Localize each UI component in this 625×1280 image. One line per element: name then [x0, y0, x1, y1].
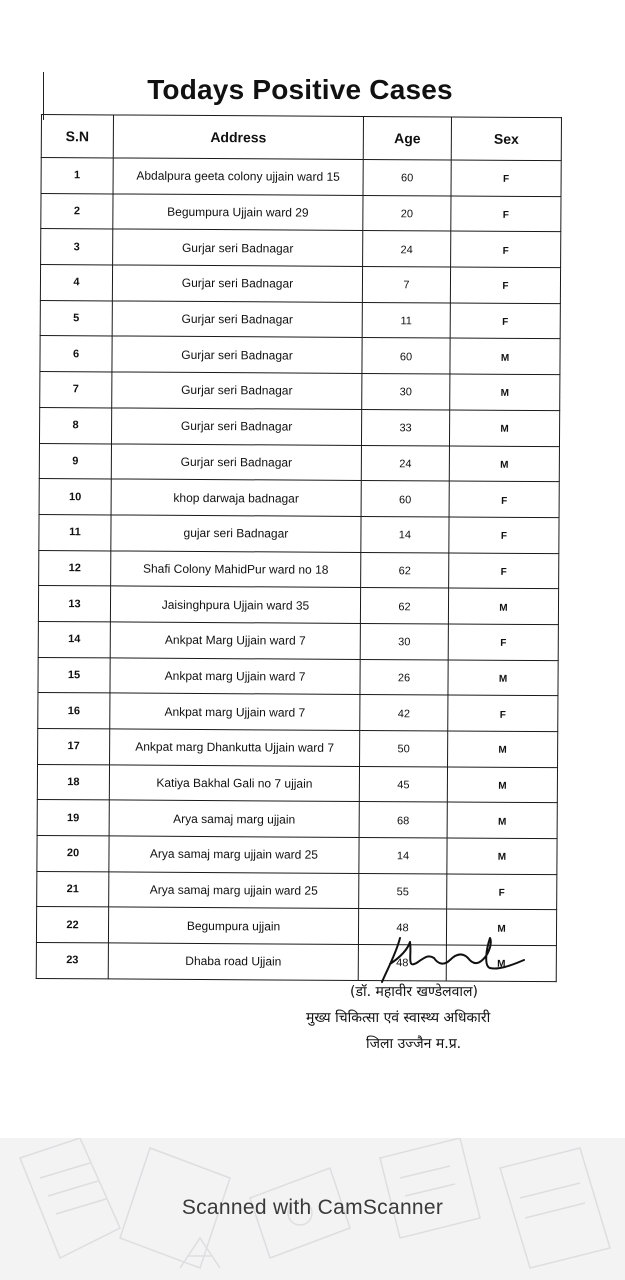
cell-age: 45 — [359, 766, 447, 802]
cell-address: Arya samaj marg ujjain ward 25 — [109, 836, 359, 873]
cell-age: 50 — [360, 730, 448, 766]
signature — [378, 936, 528, 986]
cell-sex: M — [447, 838, 557, 874]
camscanner-footer — [0, 1138, 625, 1280]
table-row — [39, 443, 559, 482]
table-row — [38, 621, 558, 660]
cell-age: 60 — [363, 159, 451, 195]
cell-age: 7 — [362, 267, 450, 303]
cell-address: gujar seri Badnagar — [111, 515, 361, 552]
cell-sex: M — [448, 588, 558, 624]
table-row — [37, 836, 557, 875]
cell-address: Gurjar seri Badnagar — [113, 229, 363, 266]
cell-address: Gurjar seri Badnagar — [111, 443, 361, 480]
cell-sex: F — [451, 160, 561, 196]
cell-sn: 22 — [36, 907, 108, 943]
cell-sex: F — [449, 553, 559, 589]
cell-sn: 13 — [38, 586, 110, 622]
cell-sex: F — [451, 231, 561, 267]
page-title: Todays Positive Cases — [147, 74, 453, 105]
table-row — [38, 693, 558, 732]
cell-sn: 12 — [39, 550, 111, 586]
signatory-name: (डॉ. महावीर खण्डेलवाल) — [350, 984, 478, 1000]
cell-address: Jaisinghpura Ujjain ward 35 — [110, 586, 360, 623]
table-row — [38, 728, 558, 767]
cell-sex: F — [451, 196, 561, 232]
cell-address: Ankpat marg Ujjain ward 7 — [110, 658, 360, 695]
cell-sn: 6 — [40, 336, 112, 372]
cell-sn: 19 — [37, 800, 109, 836]
cell-address: Katiya Bakhal Gali no 7 ujjain — [109, 765, 359, 802]
cell-sn: 14 — [38, 621, 110, 657]
column-header-age: Age — [363, 116, 451, 160]
cell-age: 24 — [363, 231, 451, 267]
cell-sex: M — [450, 338, 560, 374]
signatory-district: जिला उज्जैन म.प्र. — [366, 1036, 462, 1052]
cell-sn: 3 — [41, 229, 113, 265]
table-row — [39, 514, 559, 553]
cell-address: Ankpat marg Dhankutta Ujjain ward 7 — [110, 729, 360, 766]
cell-sex: M — [447, 767, 557, 803]
table-row — [37, 764, 557, 803]
cell-sex: F — [448, 695, 558, 731]
cell-sex: F — [449, 517, 559, 553]
cell-sn: 5 — [40, 300, 112, 336]
cell-age: 48 — [358, 909, 446, 945]
table-row — [39, 479, 559, 518]
table-row — [38, 657, 558, 696]
cell-sex: M — [447, 802, 557, 838]
cell-address: Gurjar seri Badnagar — [112, 336, 362, 373]
cell-sn: 18 — [37, 764, 109, 800]
cell-sn: 20 — [37, 836, 109, 872]
cell-age: 62 — [360, 588, 448, 624]
cell-address: Gurjar seri Badnagar — [112, 265, 362, 302]
cell-sex: M — [448, 660, 558, 696]
cell-sex: M — [446, 909, 556, 945]
cases-table — [36, 114, 562, 982]
cell-age: 55 — [359, 873, 447, 909]
cell-age: 42 — [360, 695, 448, 731]
table-row — [40, 265, 560, 304]
cell-sn: 21 — [37, 871, 109, 907]
cell-sn: 16 — [38, 693, 110, 729]
cell-sex: F — [450, 303, 560, 339]
cell-age: 33 — [361, 409, 449, 445]
cell-age: 14 — [361, 516, 449, 552]
cell-sex: M — [449, 410, 559, 446]
cell-sn: 11 — [39, 514, 111, 550]
cell-age: 24 — [361, 445, 449, 481]
cell-sn: 23 — [36, 943, 108, 979]
table-row — [41, 158, 561, 197]
cell-age: 68 — [359, 802, 447, 838]
cell-sn: 8 — [39, 407, 111, 443]
cell-age: 60 — [362, 338, 450, 374]
cell-address: Arya samaj marg ujjain — [109, 800, 359, 837]
cell-sex: M — [450, 374, 560, 410]
cell-address: Abdalpura geeta colony ujjain ward 15 — [113, 158, 363, 195]
cell-address: Begumpura Ujjain ward 29 — [113, 194, 363, 231]
cell-sn: 2 — [41, 193, 113, 229]
table-row — [41, 193, 561, 232]
cell-sn: 4 — [40, 265, 112, 301]
cell-sn: 9 — [39, 443, 111, 479]
table-row — [37, 800, 557, 839]
cell-address: Gurjar seri Badnagar — [111, 408, 361, 445]
column-header-sex: Sex — [451, 117, 561, 161]
cell-address: Ankpat marg Ujjain ward 7 — [110, 693, 360, 730]
table-row — [39, 407, 559, 446]
cell-age: 62 — [361, 552, 449, 588]
cell-address: Gurjar seri Badnagar — [112, 301, 362, 338]
column-header-address: Address — [113, 115, 363, 160]
cell-sn: 1 — [41, 158, 113, 194]
cell-address: Begumpura ujjain — [108, 907, 358, 944]
cell-sn: 10 — [39, 479, 111, 515]
table-row — [40, 300, 560, 339]
cell-sex: F — [447, 874, 557, 910]
cell-age: 48 — [358, 945, 446, 981]
cell-age: 30 — [360, 623, 448, 659]
camscanner-label: Scanned with CamScanner — [181, 1196, 444, 1219]
table-row — [37, 871, 557, 910]
table-row — [39, 550, 559, 589]
table-row — [40, 372, 560, 411]
cell-age: 20 — [363, 195, 451, 231]
cell-age: 26 — [360, 659, 448, 695]
table-header-row — [41, 115, 561, 161]
cell-age: 30 — [362, 374, 450, 410]
column-header-sn: S.N — [41, 115, 113, 158]
cell-sex: M — [449, 446, 559, 482]
table-row — [38, 586, 558, 625]
cell-age: 11 — [362, 302, 450, 338]
cell-age: 60 — [361, 481, 449, 517]
cell-sex: M — [446, 945, 556, 981]
cell-address: Shafi Colony MahidPur ward no 18 — [111, 550, 361, 587]
cell-sn: 17 — [38, 728, 110, 764]
cell-sn: 15 — [38, 657, 110, 693]
cell-sex: M — [448, 731, 558, 767]
cell-age: 14 — [359, 838, 447, 874]
table-row — [40, 336, 560, 375]
cell-address: Dhaba road Ujjain — [108, 943, 358, 980]
signatory-designation: मुख्य चिकित्सा एवं स्वास्थ्य अधिकारी — [306, 1010, 491, 1026]
table-row — [41, 229, 561, 268]
cell-sex: F — [450, 267, 560, 303]
cell-sex: F — [448, 624, 558, 660]
cell-address: Arya samaj marg ujjain ward 25 — [109, 872, 359, 909]
cell-address: Gurjar seri Badnagar — [112, 372, 362, 409]
cell-address: Ankpat Marg Ujjain ward 7 — [110, 622, 360, 659]
cell-address: khop darwaja badnagar — [111, 479, 361, 516]
cell-sn: 7 — [40, 372, 112, 408]
cell-sex: F — [449, 481, 559, 517]
